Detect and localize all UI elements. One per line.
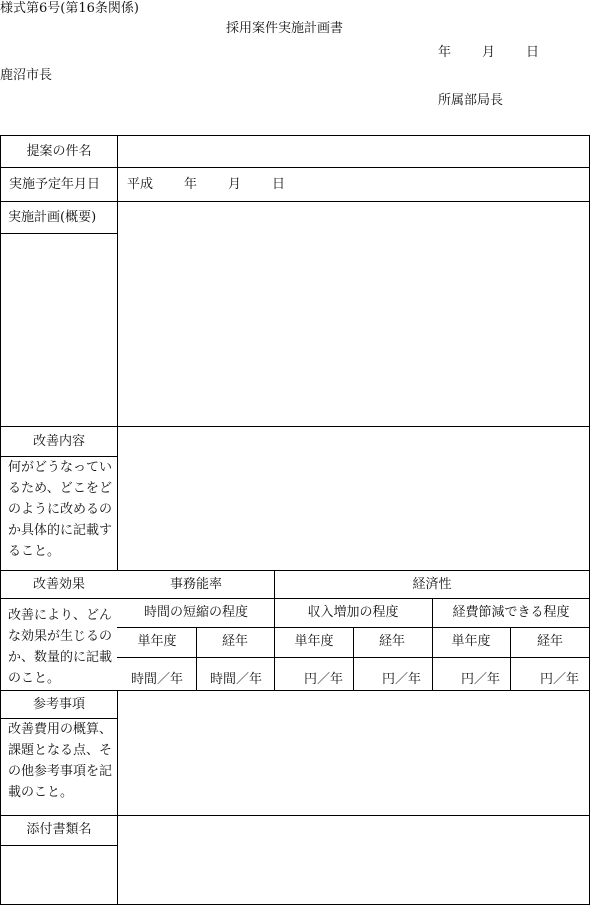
table-border-top xyxy=(0,135,590,136)
plan-label: 実施計画(概要) xyxy=(8,210,97,225)
row-line xyxy=(0,167,590,168)
schedule-label: 実施予定年月日 xyxy=(9,177,101,192)
income-multi-year-label: 経年 xyxy=(378,634,406,649)
time-reduction-header: 時間の短縮の程度 xyxy=(143,605,249,620)
income-single-year-unit: 円／年 xyxy=(304,672,344,687)
effect-col-divider xyxy=(432,598,433,690)
table-border-left xyxy=(0,135,1,905)
effect-subline xyxy=(0,598,590,599)
time-single-year-label: 単年度 xyxy=(137,634,177,649)
income-single-year-label: 単年度 xyxy=(294,634,334,649)
schedule-month: 月 xyxy=(228,177,242,192)
schedule-day: 日 xyxy=(272,177,286,192)
effect-col-divider xyxy=(510,627,511,690)
cost-multi-year-label: 経年 xyxy=(536,634,564,649)
efficiency-header: 事務能率 xyxy=(169,577,223,592)
proposal-name-field[interactable] xyxy=(119,137,587,165)
improvement-label: 改善内容 xyxy=(32,434,86,449)
effect-col-divider xyxy=(196,627,197,690)
cost-multi-year-unit: 円／年 xyxy=(540,672,580,687)
department-head: 所属部局長 xyxy=(438,93,504,108)
time-multi-year-label: 経年 xyxy=(221,634,249,649)
row-line xyxy=(0,426,590,427)
row-line xyxy=(0,570,590,571)
plan-field[interactable] xyxy=(119,203,587,424)
reference-note: 改善費用の概算、課題となる点、その他参考事項を記載のこと。 xyxy=(8,722,113,800)
effect-note: 改善により、どんな効果が生じるのか、数量的に記載のこと。 xyxy=(8,608,113,686)
income-increase-header: 収入増加の程度 xyxy=(307,605,399,620)
effect-col-divider xyxy=(353,627,354,690)
label-subline xyxy=(0,845,118,846)
proposal-name-label: 提案の件名 xyxy=(26,144,92,159)
date-day-label: 日 xyxy=(526,45,540,60)
improvement-note: 何がどうなっているため、どこをどのように改めるのか具体的に記載すること。 xyxy=(8,460,113,559)
document-title: 採用案件実施計画書 xyxy=(226,21,344,36)
label-divider-lower xyxy=(117,690,118,905)
effect-label: 改善効果 xyxy=(32,577,86,592)
form-number: 様式第6号(第16条関係) xyxy=(0,1,139,16)
reference-field[interactable] xyxy=(119,692,587,813)
schedule-year: 年 xyxy=(184,177,198,192)
schedule-era: 平成 xyxy=(127,177,154,192)
improvement-field[interactable] xyxy=(119,428,587,568)
label-subline xyxy=(0,233,118,234)
effect-col-divider xyxy=(274,570,275,690)
time-multi-year-unit: 時間／年 xyxy=(210,672,263,687)
attachments-field[interactable] xyxy=(119,817,587,902)
row-line xyxy=(0,815,590,816)
addressee: 鹿沼市長 xyxy=(0,68,53,83)
row-line xyxy=(0,201,590,202)
cost-single-year-label: 単年度 xyxy=(451,634,491,649)
economy-header: 経済性 xyxy=(412,577,452,592)
reference-label: 参考事項 xyxy=(32,697,86,712)
income-multi-year-unit: 円／年 xyxy=(382,672,422,687)
time-single-year-unit: 時間／年 xyxy=(131,672,184,687)
date-month-label: 月 xyxy=(482,45,496,60)
date-year-label: 年 xyxy=(438,45,452,60)
row-line xyxy=(0,690,590,691)
cost-single-year-unit: 円／年 xyxy=(461,672,501,687)
cost-reduction-header: 経費節減できる程度 xyxy=(452,605,570,620)
attachments-label: 添付書類名 xyxy=(26,822,92,837)
